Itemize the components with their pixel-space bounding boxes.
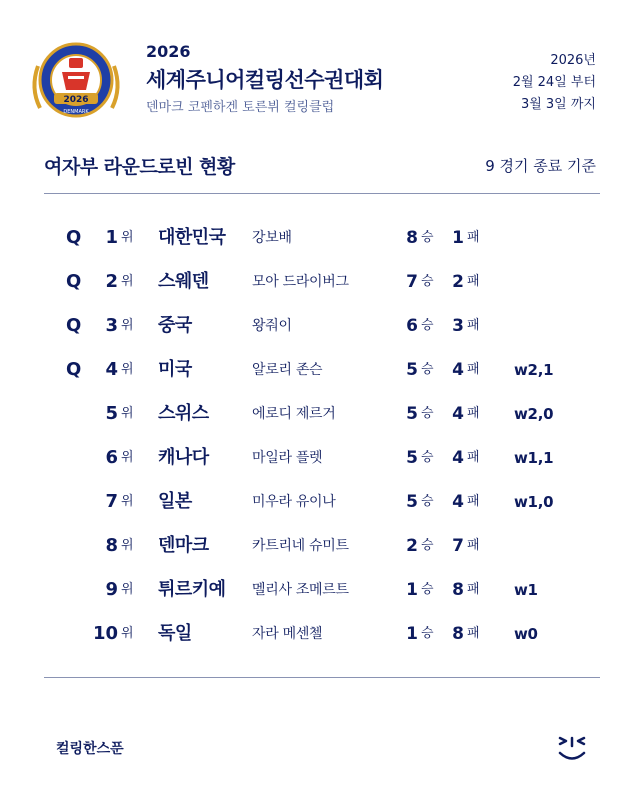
rank-unit: 위 [121, 406, 134, 421]
wins: 8 [406, 228, 418, 248]
losses-unit: 패 [467, 626, 480, 641]
header [0, 0, 640, 130]
wins-unit: 승 [421, 626, 434, 641]
skip-name: 자라 메센첼 [252, 626, 323, 642]
rank-unit: 위 [121, 582, 134, 597]
wins: 5 [406, 360, 418, 380]
rank: 7 [105, 491, 118, 512]
wins: 5 [406, 448, 418, 468]
skip-name: 강보배 [252, 230, 292, 246]
rank-unit: 위 [121, 230, 134, 245]
rank: 3 [105, 315, 118, 336]
skip-name: 마일라 플렛 [252, 450, 323, 466]
skip-name: 멜리사 조메르트 [252, 582, 349, 598]
event-title: 세계주니어컬링선수권대회 [146, 68, 384, 92]
standing-row [0, 524, 640, 568]
event-dates [513, 50, 596, 116]
losses-unit: 패 [467, 318, 480, 333]
losses-unit: 패 [467, 362, 480, 377]
standing-row [0, 436, 640, 480]
losses: 8 [452, 580, 464, 600]
losses-unit: 패 [467, 450, 480, 465]
wins-unit: 승 [421, 318, 434, 333]
rank: 9 [105, 579, 118, 600]
rank-unit: 위 [121, 318, 134, 333]
rank-unit: 위 [121, 362, 134, 377]
skip-name: 미우라 유이나 [252, 494, 336, 510]
wins-unit: 승 [421, 274, 434, 289]
losses: 3 [452, 316, 464, 336]
country: 미국 [158, 359, 192, 380]
wins: 6 [406, 316, 418, 336]
country: 대한민국 [158, 227, 226, 248]
standing-row [0, 392, 640, 436]
rank: 5 [105, 403, 118, 424]
divider-bottom [44, 677, 600, 678]
qualified-mark: Q [66, 271, 82, 292]
losses-unit: 패 [467, 274, 480, 289]
qualified-mark: Q [66, 315, 82, 336]
tiebreak: w0 [514, 625, 538, 643]
date-start: 2월 24일 부터 [512, 75, 596, 90]
standing-row [0, 348, 640, 392]
country: 덴마크 [158, 535, 209, 556]
losses-unit: 패 [467, 494, 480, 509]
country: 캐나다 [158, 447, 209, 468]
losses-unit: 패 [467, 406, 480, 421]
skip-name: 모아 드라이버그 [252, 274, 349, 290]
event-venue: 덴마크 코펜하겐 토른뷔 컬링클럽 [146, 100, 335, 115]
smile-logo-icon [552, 728, 592, 768]
rank-unit: 위 [121, 626, 134, 641]
rank-unit: 위 [121, 274, 134, 289]
tiebreak: w2,1 [514, 361, 554, 379]
rank: 4 [105, 359, 118, 380]
wins-unit: 승 [421, 450, 434, 465]
rank: 1 [105, 227, 118, 248]
rank: 6 [105, 447, 118, 468]
qualified-mark: Q [66, 227, 82, 248]
losses: 4 [452, 492, 464, 512]
footer-brand: 컬링한스푼 [56, 741, 124, 757]
losses: 7 [452, 536, 464, 556]
rank: 10 [92, 623, 118, 644]
country: 일본 [158, 491, 192, 512]
wins-unit: 승 [421, 406, 434, 421]
championship-logo [24, 38, 128, 122]
date-end: 3월 3일 까지 [520, 97, 596, 112]
standings-table [0, 216, 640, 656]
losses-unit: 패 [467, 230, 480, 245]
wins: 7 [406, 272, 418, 292]
skip-name: 왕줘이 [252, 318, 292, 334]
tiebreak: w1,0 [514, 493, 554, 511]
standing-row [0, 568, 640, 612]
section-title: 여자부 라운드로빈 현황 [44, 156, 235, 178]
rank-unit: 위 [121, 450, 134, 465]
logo-country-text: DENMARK [63, 109, 89, 115]
losses: 4 [452, 404, 464, 424]
rank: 8 [105, 535, 118, 556]
losses-unit: 패 [467, 582, 480, 597]
section-note: 9 경기 종료 기준 [485, 157, 596, 175]
date-year: 2026년 [550, 53, 596, 68]
skip-name: 알로리 존슨 [252, 362, 323, 378]
wins-unit: 승 [421, 230, 434, 245]
standing-row [0, 260, 640, 304]
country: 스위스 [158, 403, 209, 424]
losses: 2 [452, 272, 464, 292]
logo-year-text: 2026 [63, 95, 89, 105]
wins: 1 [406, 580, 418, 600]
wins: 5 [406, 492, 418, 512]
standing-row [0, 216, 640, 260]
rank: 2 [105, 271, 118, 292]
losses: 8 [452, 624, 464, 644]
country: 스웨덴 [158, 271, 209, 292]
standing-row [0, 612, 640, 656]
losses: 4 [452, 448, 464, 468]
losses: 1 [452, 228, 464, 248]
divider-top [44, 193, 600, 194]
losses: 4 [452, 360, 464, 380]
skip-name: 에로디 제르거 [252, 406, 336, 422]
rank-unit: 위 [121, 494, 134, 509]
country: 독일 [158, 623, 192, 644]
country: 중국 [158, 315, 192, 336]
losses-unit: 패 [467, 538, 480, 553]
wins-unit: 승 [421, 582, 434, 597]
wins: 5 [406, 404, 418, 424]
rank-unit: 위 [121, 538, 134, 553]
wins: 2 [406, 536, 418, 556]
tiebreak: w2,0 [514, 405, 554, 423]
qualified-mark: Q [66, 359, 82, 380]
event-year: 2026 [146, 42, 191, 61]
wins-unit: 승 [421, 362, 434, 377]
wins-unit: 승 [421, 538, 434, 553]
wins: 1 [406, 624, 418, 644]
tiebreak: w1,1 [514, 449, 554, 467]
tiebreak: w1 [514, 581, 538, 599]
country: 튀르키예 [158, 579, 226, 600]
skip-name: 카트리네 슈미트 [252, 538, 349, 554]
standing-row [0, 304, 640, 348]
standing-row [0, 480, 640, 524]
wins-unit: 승 [421, 494, 434, 509]
